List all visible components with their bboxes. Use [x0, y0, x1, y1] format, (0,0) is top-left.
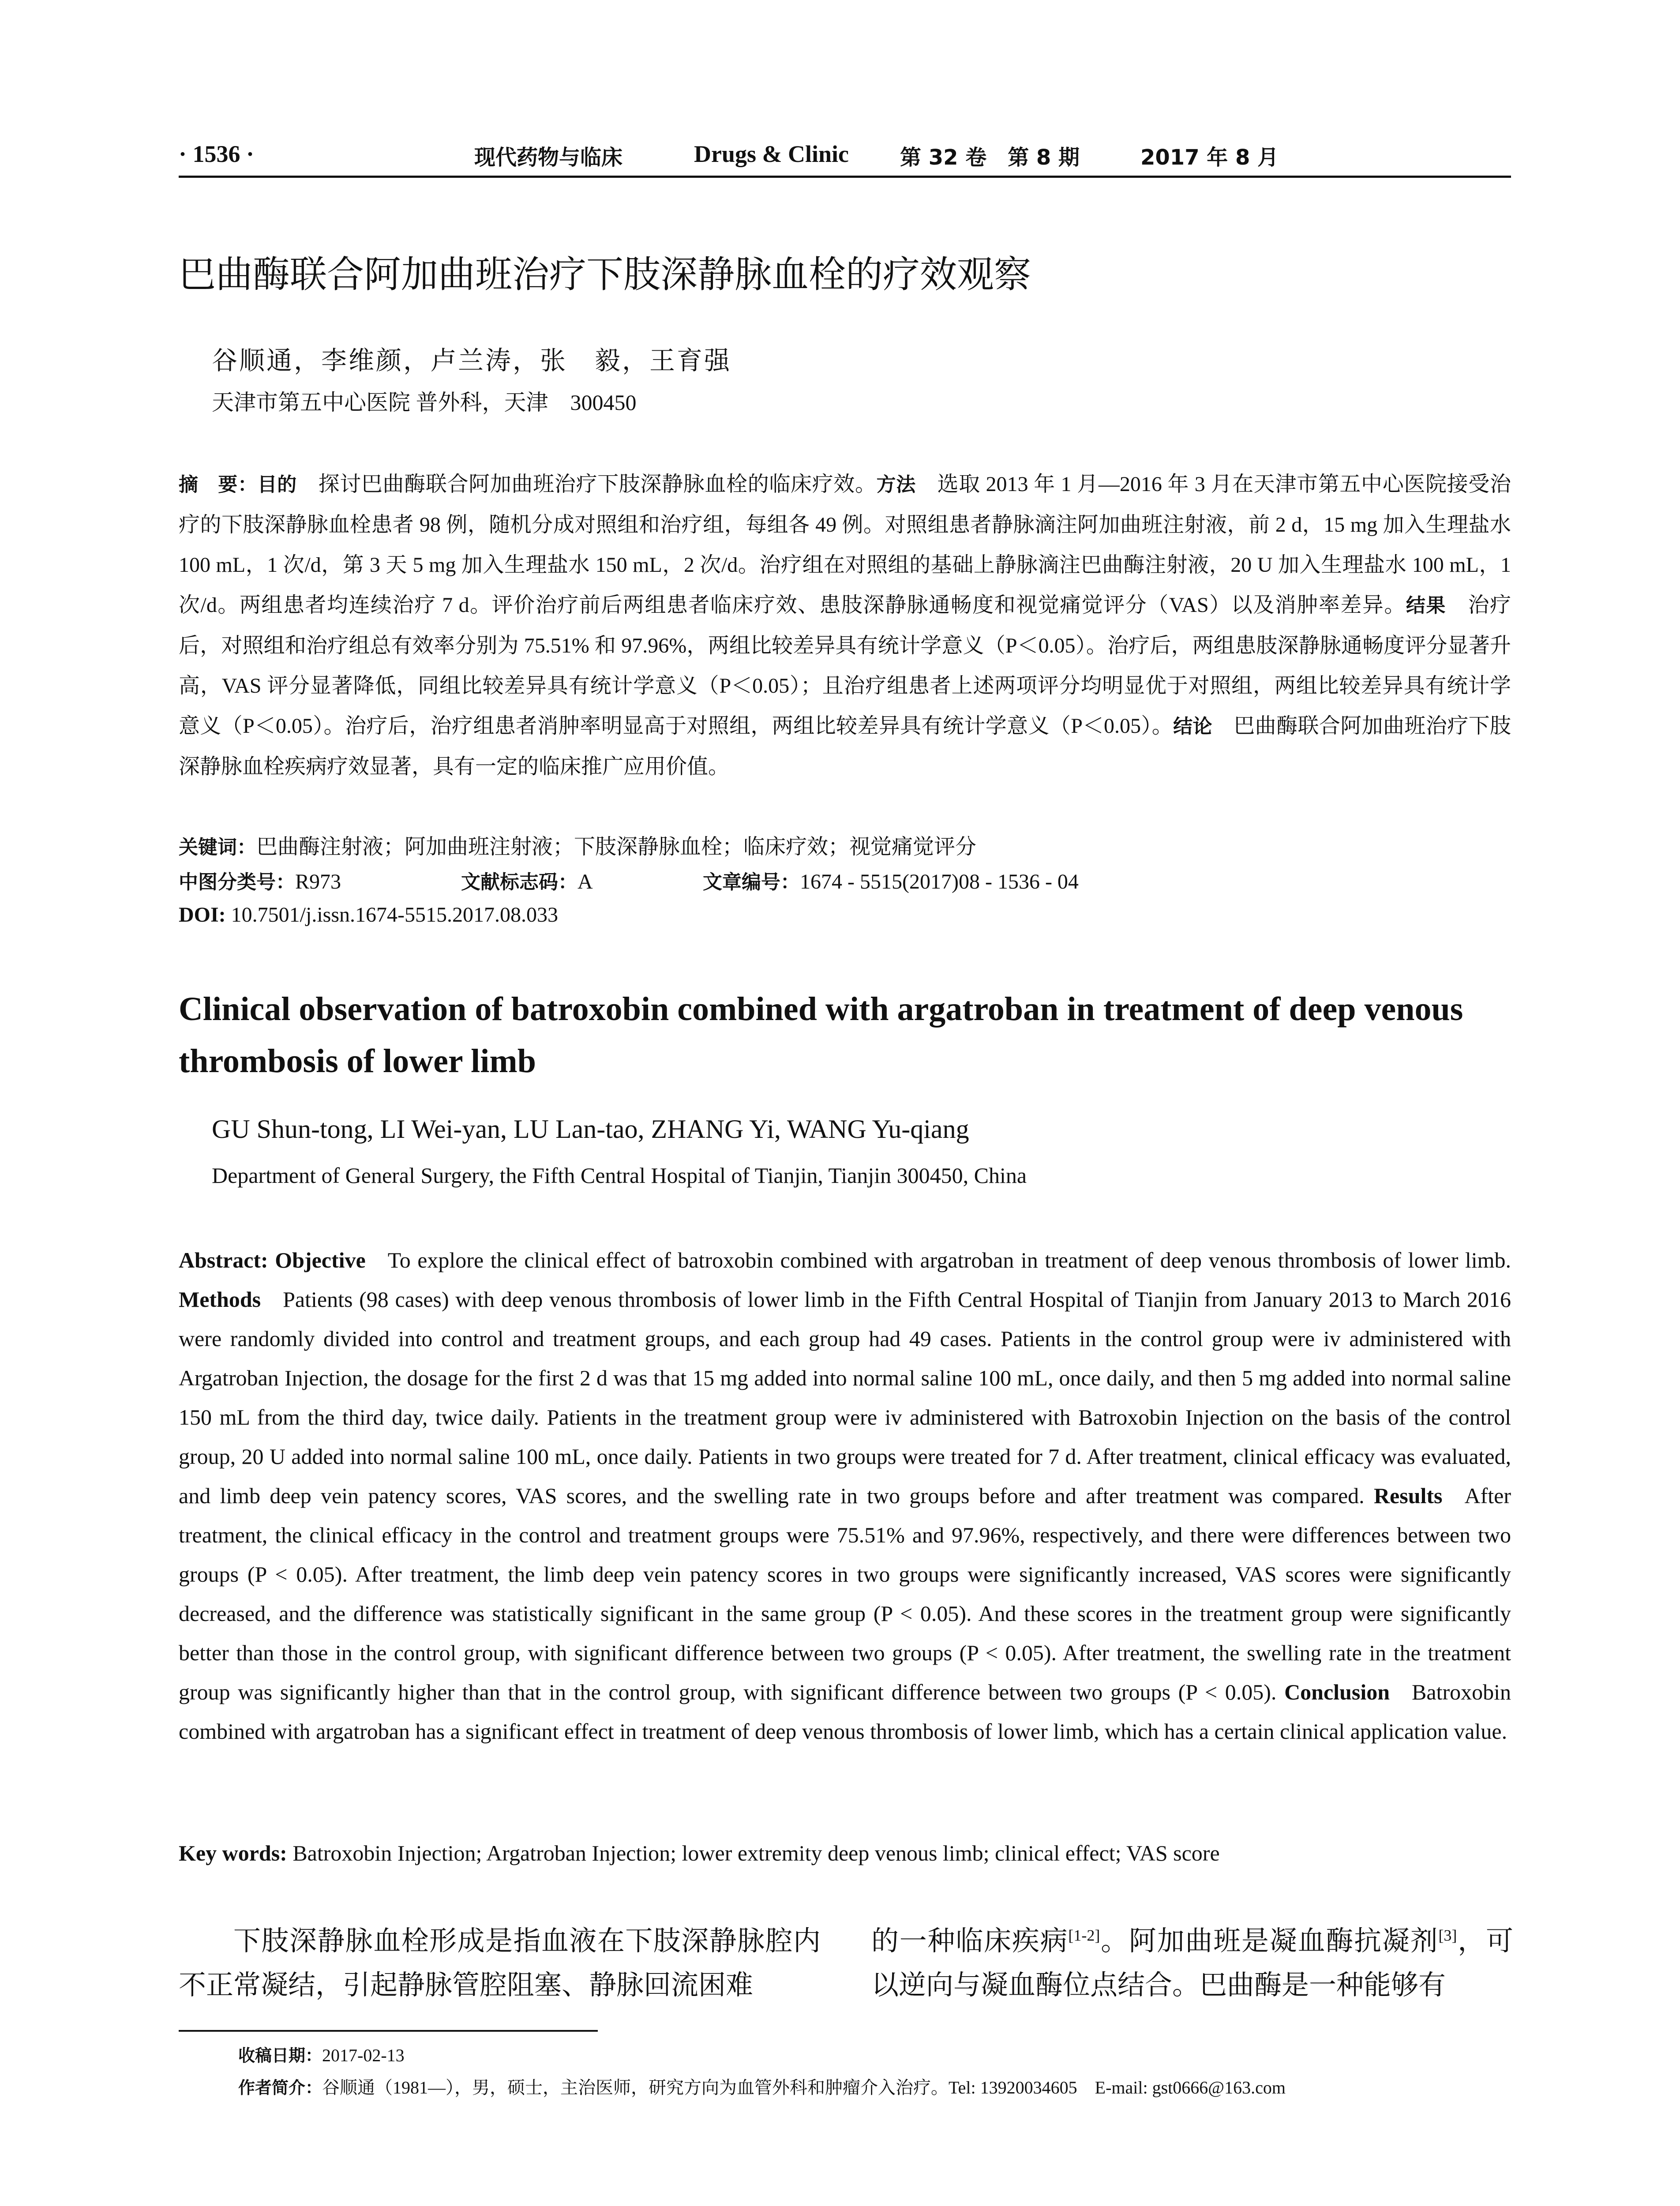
keywords-en-line: [179, 1840, 1511, 1866]
body-column-left: 下肢深静脉血栓形成是指血液在下肢深静脉腔内不正常凝结，引起静脉管腔阻塞、静脉回流困难: [179, 1926, 821, 2000]
abstract-label-en: Abstract:: [179, 1248, 268, 1272]
article-number-line: [703, 866, 1079, 894]
volume-issue: 第 32 卷 第 8 期: [900, 145, 1080, 170]
objective-cn: 探讨巴曲酶联合阿加曲班治疗下肢深静脉血栓的临床疗效。: [318, 473, 877, 496]
methods-cn: 选取 2013 年 1 月—2016 年 3 月在天津市第五中心医院接受治疗的下肢深静脉血栓患者 98 例，随机分成对照组和治疗组，每组各 49 例。对照组患者静脉滴注阿加曲班注射液，前 2 d，15 mg 加入生理盐水 100 mL，1 次/d，第 3 天 5 mg 加入生理盐水 150 mL，2 次/d。治疗组在对照组的基础上静脉滴注巴曲酶注射液，20 U 加入生理盐水 100 mL，1 次/d。两组患者均连续治疗 7 d。评价治疗前后两组患者临床疗效、患肢深静脉通畅度和视觉痛觉评分（VAS）以及消肿率差异。: [179, 473, 1511, 617]
conclusion-cn: 巴曲酶联合阿加曲班治疗下肢深静脉血栓疾病疗效显著，具有一定的临床推广应用价值。: [179, 714, 1511, 778]
keywords-en: Batroxobin Injection; Argatroban Injection; lower extremity deep venous limb; clinical effect; VAS score: [292, 1841, 1220, 1865]
conclusion-en: Batroxobin combined with argatroban has a significant effect in treatment of deep venous thrombosis of lower limb, which has a certain clinical application value.: [179, 1680, 1511, 1744]
received-label: 收稿日期：: [238, 2046, 322, 2065]
header-rule: [179, 176, 1511, 178]
article-number-label: 文章编号：: [703, 871, 800, 893]
clc-label: 中图分类号：: [179, 871, 295, 893]
page-number: · 1536 ·: [179, 141, 255, 167]
body-column-right: [871, 1919, 1513, 2007]
citation-ref: [1-2]: [1068, 1926, 1100, 1944]
results-label-en: Results: [1373, 1483, 1443, 1508]
author-bio-footnote: [238, 2074, 1286, 2099]
received-date-footnote: [238, 2042, 405, 2066]
journal-name-en: Drugs & Clinic: [694, 141, 849, 167]
results-en: After treatment, the clinical efficacy in the control and treatment groups were 75.51% and 97.96%, respectively, and there were differences between two groups (P < 0.05). After treatment, the limb deep vein patency scores in two groups were significantly increased, VAS scores were significantly decreased, and the difference was statistically significant in the same group (P < 0.05). And these scores in the treatment group were significantly better than those in the control group, with significant difference between two groups (P < 0.05). After treatment, the swelling rate in the treatment group was significantly higher than that in the control group, with significant difference between two groups (P < 0.05).: [179, 1483, 1511, 1704]
abstract-en: [179, 1241, 1511, 1751]
keywords-cn: 巴曲酶注射液；阿加曲班注射液；下肢深静脉血栓；临床疗效；视觉痛觉评分: [256, 835, 977, 859]
doc-code-label: 文献标志码：: [461, 871, 578, 893]
doc-code-value: A: [578, 870, 593, 893]
received-date: 2017-02-13: [322, 2045, 405, 2065]
article-title-cn: 巴曲酶联合阿加曲班治疗下肢深静脉血栓的疗效观察: [179, 253, 1031, 296]
doc-code-line: [461, 866, 593, 894]
body-text: ，可以逆向与凝血酶位点结合。巴曲酶是一种能够有: [871, 1926, 1513, 2000]
keywords-label-cn: 关键词：: [179, 836, 256, 859]
affiliation-cn: 天津市第五中心医院 普外科，天津 300450: [212, 390, 637, 415]
author-bio-label: 作者简介：: [238, 2078, 322, 2097]
conclusion-label-cn: 结论: [1173, 715, 1212, 738]
objective-label-cn: 目的: [257, 473, 297, 496]
keywords-label-en: Key words:: [179, 1841, 287, 1865]
footnote-rule: [179, 2030, 598, 2032]
methods-label-en: Methods: [179, 1287, 261, 1312]
clc-value: R973: [295, 870, 341, 893]
authors-en: GU Shun-tong, LI Wei-yan, LU Lan-tao, ZHANG Yi, WANG Yu-qiang: [212, 1114, 969, 1144]
body-text: 。阿加曲班是凝血酶抗凝剂: [1100, 1926, 1439, 1956]
results-cn: 治疗后，对照组和治疗组总有效率分别为 75.51% 和 97.96%，两组比较差异具有统计学意义（P＜0.05）。治疗后，两组患肢深静脉通畅度评分显著升高，VAS 评分显著降低，同组比较差异具有统计学意义（P＜0.05）；且治疗组患者上述两项评分均明显优于对照组，两组比较差异具有统计学意义（P＜0.05）。治疗后，治疗组患者消肿率明显高于对照组，两组比较差异具有统计学意义（P＜0.05）。: [179, 593, 1511, 738]
doi-value: 10.7501/j.issn.1674-5515.2017.08.033: [231, 903, 559, 927]
article-title-en: Clinical observation of batroxobin combined with argatroban in treatment of deep venous thrombosis of lower limb: [179, 990, 1463, 1080]
body-text: 的一种临床疾病: [871, 1926, 1069, 1956]
conclusion-label-en: Conclusion: [1284, 1680, 1390, 1704]
keywords-cn-line: [179, 829, 976, 860]
abstract-cn: [179, 464, 1511, 787]
results-label-cn: 结果: [1406, 594, 1446, 617]
running-header: [179, 140, 1511, 176]
methods-label-cn: 方法: [876, 473, 916, 496]
doi-line: [179, 903, 558, 927]
objective-label-en: Objective: [275, 1248, 366, 1272]
objective-en: To explore the clinical effect of batroxobin combined with argatroban in treatment of deep venous thrombosis of lower limb.: [387, 1248, 1511, 1272]
affiliation-en: Department of General Surgery, the Fifth Central Hospital of Tianjin, Tianjin 300450, China: [212, 1163, 1027, 1188]
article-number-value: 1674 - 5515(2017)08 - 1536 - 04: [800, 870, 1079, 893]
classification-line: [179, 866, 341, 894]
author-bio: 谷顺通（1981—），男，硕士，主治医师，研究方向为血管外科和肿瘤介入治疗。Tel: 13920034605 E-mail: gst0666@163.com: [322, 2078, 1286, 2097]
doi-label: DOI:: [179, 903, 226, 927]
abstract-label-cn: 摘 要：: [179, 473, 258, 496]
journal-name-cn: 现代药物与临床: [474, 145, 623, 170]
authors-cn: 谷顺通，李维颜，卢兰涛，张 毅，王育强: [212, 346, 732, 375]
methods-en: Patients (98 cases) with deep venous thrombosis of lower limb in the Fifth Central Hospital of Tianjin from January 2013 to March 2016 were randomly divided into control and treatment groups, and each group had 49 cases. Patients in the control group were iv administered with Argatroban Injection, the dosage for the first 2 d was that 15 mg added into normal saline 100 mL, once daily, and then 5 mg added into normal saline 150 mL from the third day, twice daily. Patients in the treatment group were iv administered with Batroxobin Injection on the basis of the control group, 20 U added into normal saline 100 mL, once daily. Patients in two groups were treated for 7 d. After treatment, clinical efficacy was evaluated, and limb deep vein patency scores, VAS scores, and the swelling rate in two groups before and after treatment was compared.: [179, 1287, 1511, 1508]
issue-date: 2017 年 8 月: [1140, 145, 1279, 170]
citation-ref: [3]: [1438, 1926, 1457, 1944]
